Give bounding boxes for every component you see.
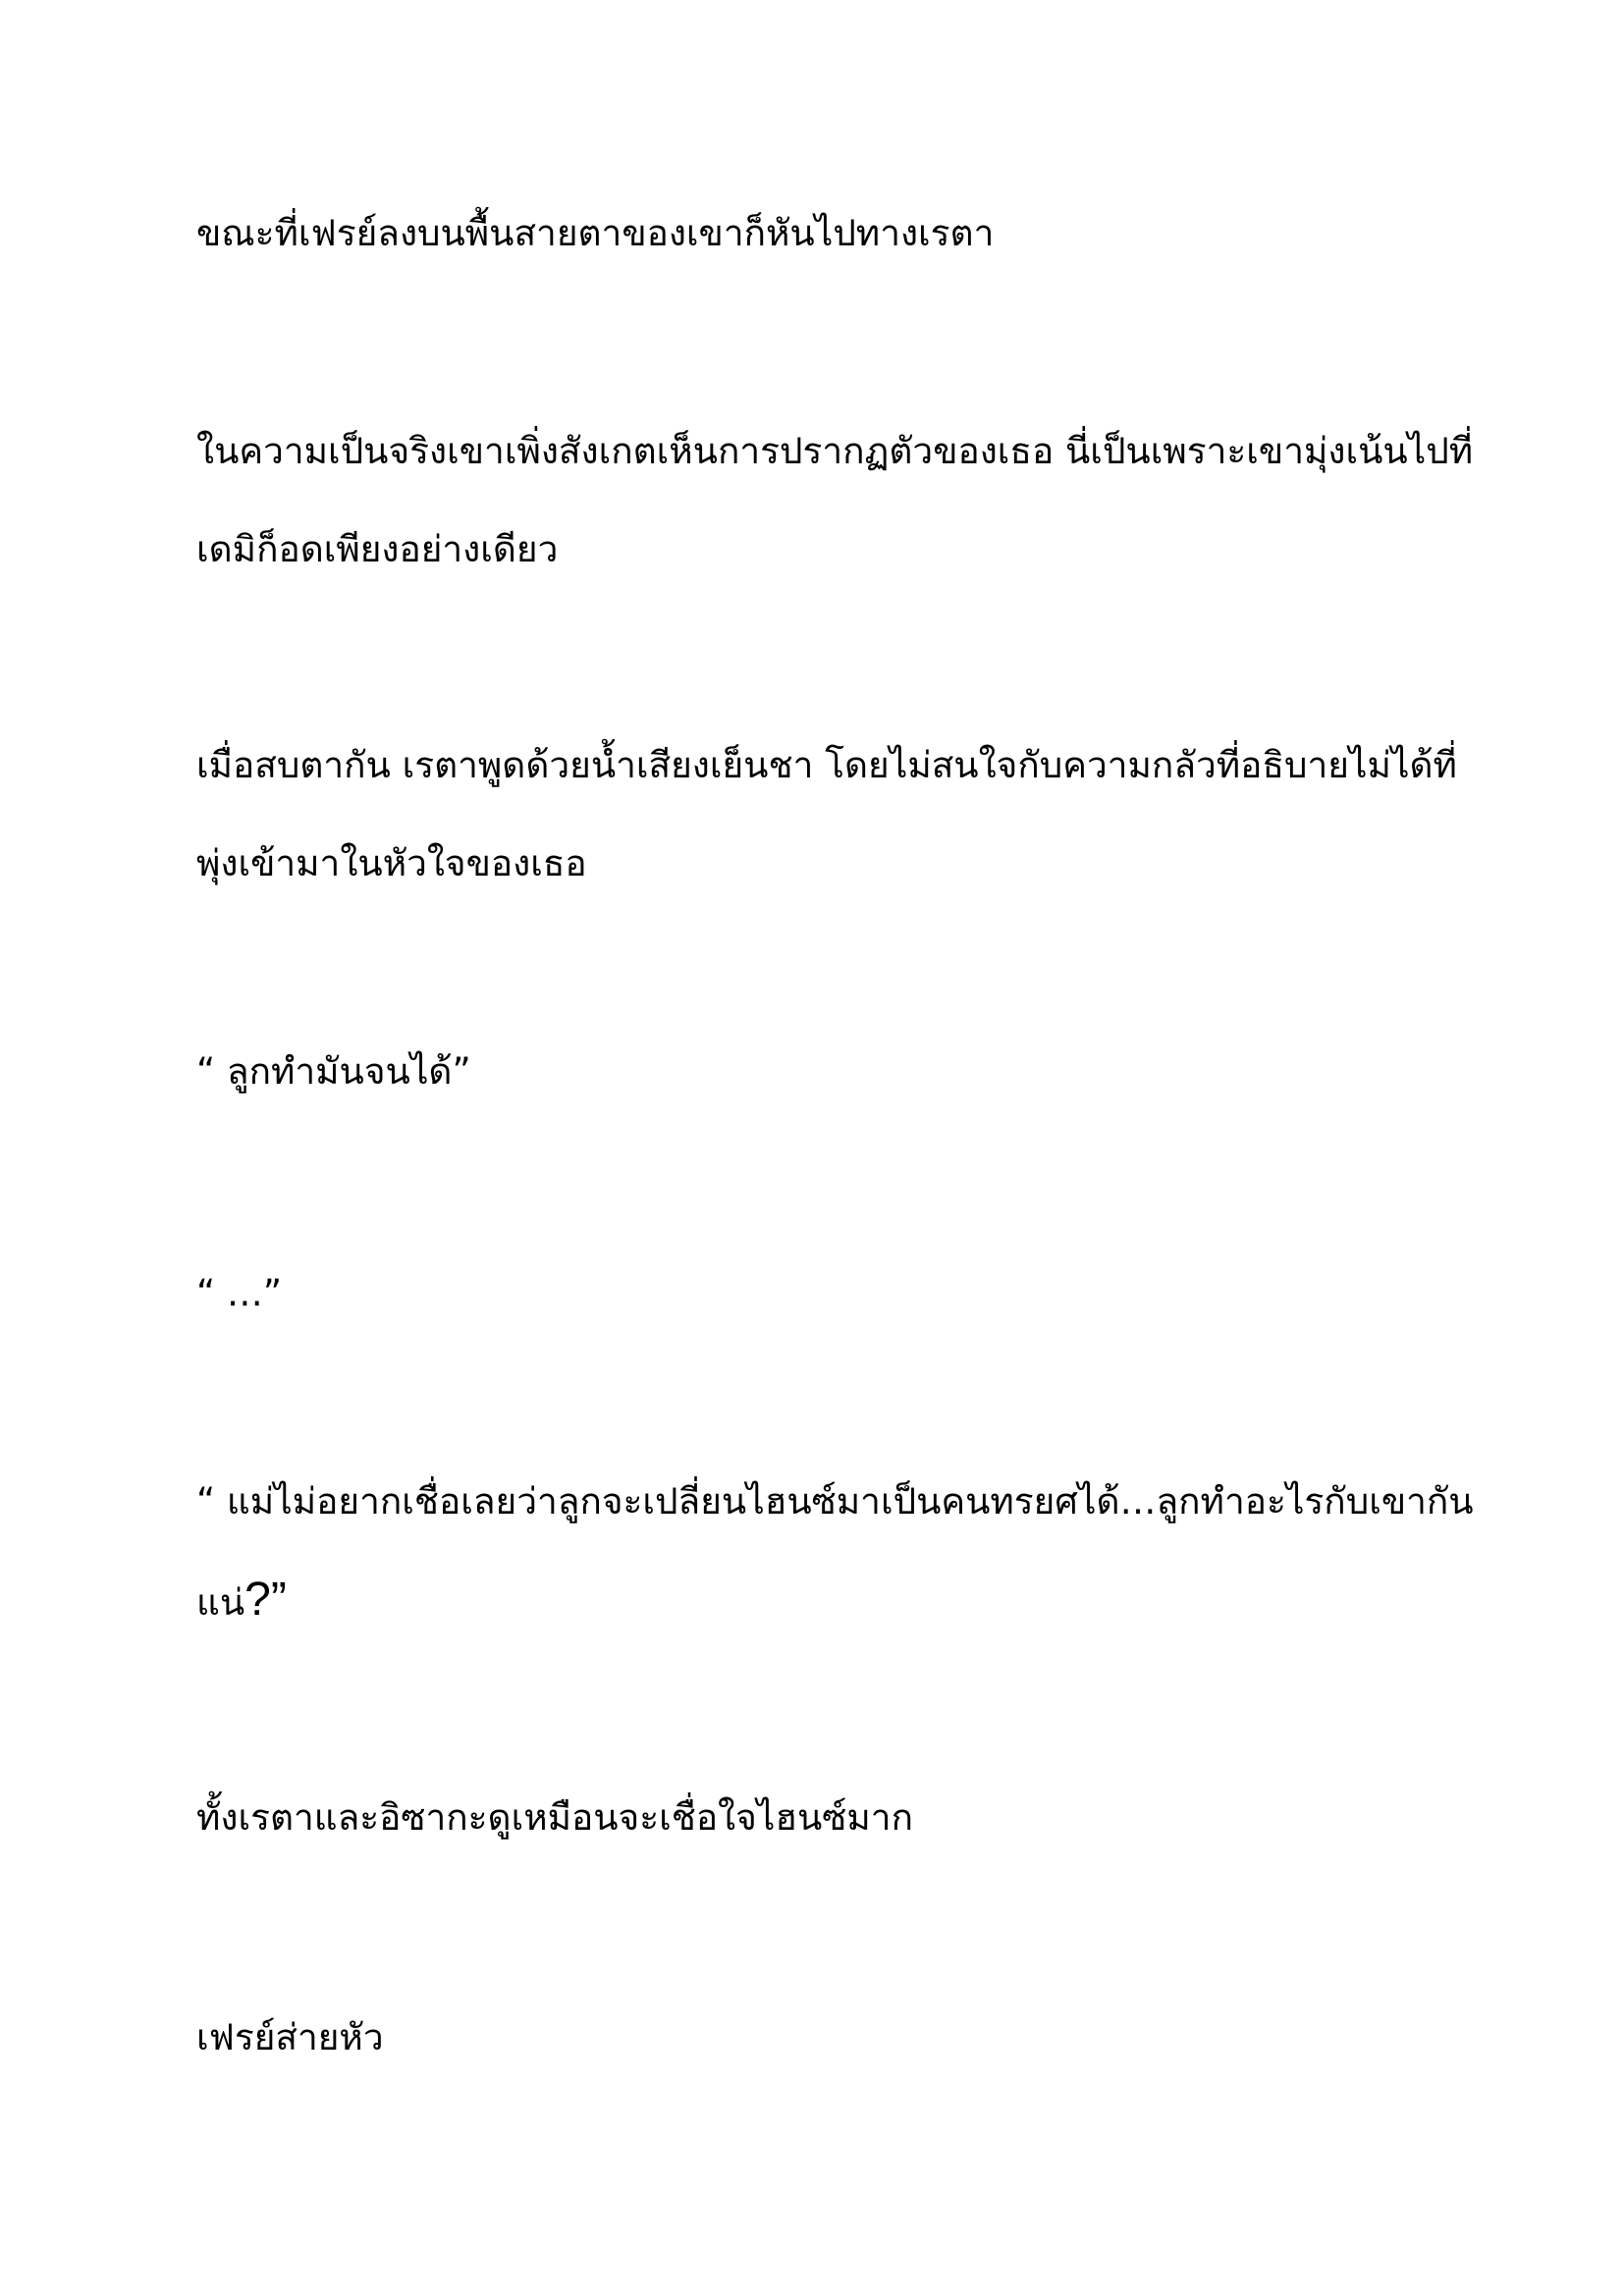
paragraph-line: “ …” [196,1272,283,1314]
dialogue-line-2 [196,1245,1434,1343]
paragraph-line: เดมิก็อดเพียงอย่างเดียว [196,528,559,570]
paragraph-line: ขณะที่เฟรย์ลงบนพื้นสายตาของเขาก็หันไปทางเรตา [196,212,995,254]
dialogue-line-3 [196,1453,1474,1652]
paragraph-line: ในความเป็นจริงเขาเพิ่งสังเกตเห็นการปรากฏตัวของเธอ นี่เป็นเพราะเขามุ่งเน้นไปที่ [196,430,1474,472]
paragraph-line: “ แม่ไม่อยากเชื่อเลยว่าลูกจะเปลี่ยนไฮนซ์มาเป็นคนทรยศได้…ลูกทำอะไรกับเขากัน [196,1480,1474,1522]
paragraph-line: เฟรย์ส่ายหัว [196,2016,384,2058]
paragraph-line-last [196,1551,1434,1652]
paragraph-3 [196,717,1457,913]
paragraph-line: ทั้งเรตาและอิซากะดูเหมือนจะเชื่อใจไฮนซ์มาก [196,1796,913,1839]
paragraph-line: “ ลูกทำมันจนได้” [196,1050,471,1093]
paragraph-line: พุ่งเข้ามาในหัวใจของเธอ [196,842,587,884]
question-quote-mark: ?” [244,1574,287,1626]
paragraph-7 [196,1769,1434,1867]
line-text: แน่ [196,1581,245,1624]
dialogue-line-1 [196,1023,1434,1121]
paragraph-line: เมื่อสบตากัน เรตาพูดด้วยน้ำเสียงเย็นชา โดยไม่สนใจกับความกลัวที่อธิบายไม่ได้ที่ [196,744,1457,786]
paragraph-1 [196,185,1434,283]
paragraph-2 [196,402,1474,599]
paragraph-8 [196,1989,1434,2087]
